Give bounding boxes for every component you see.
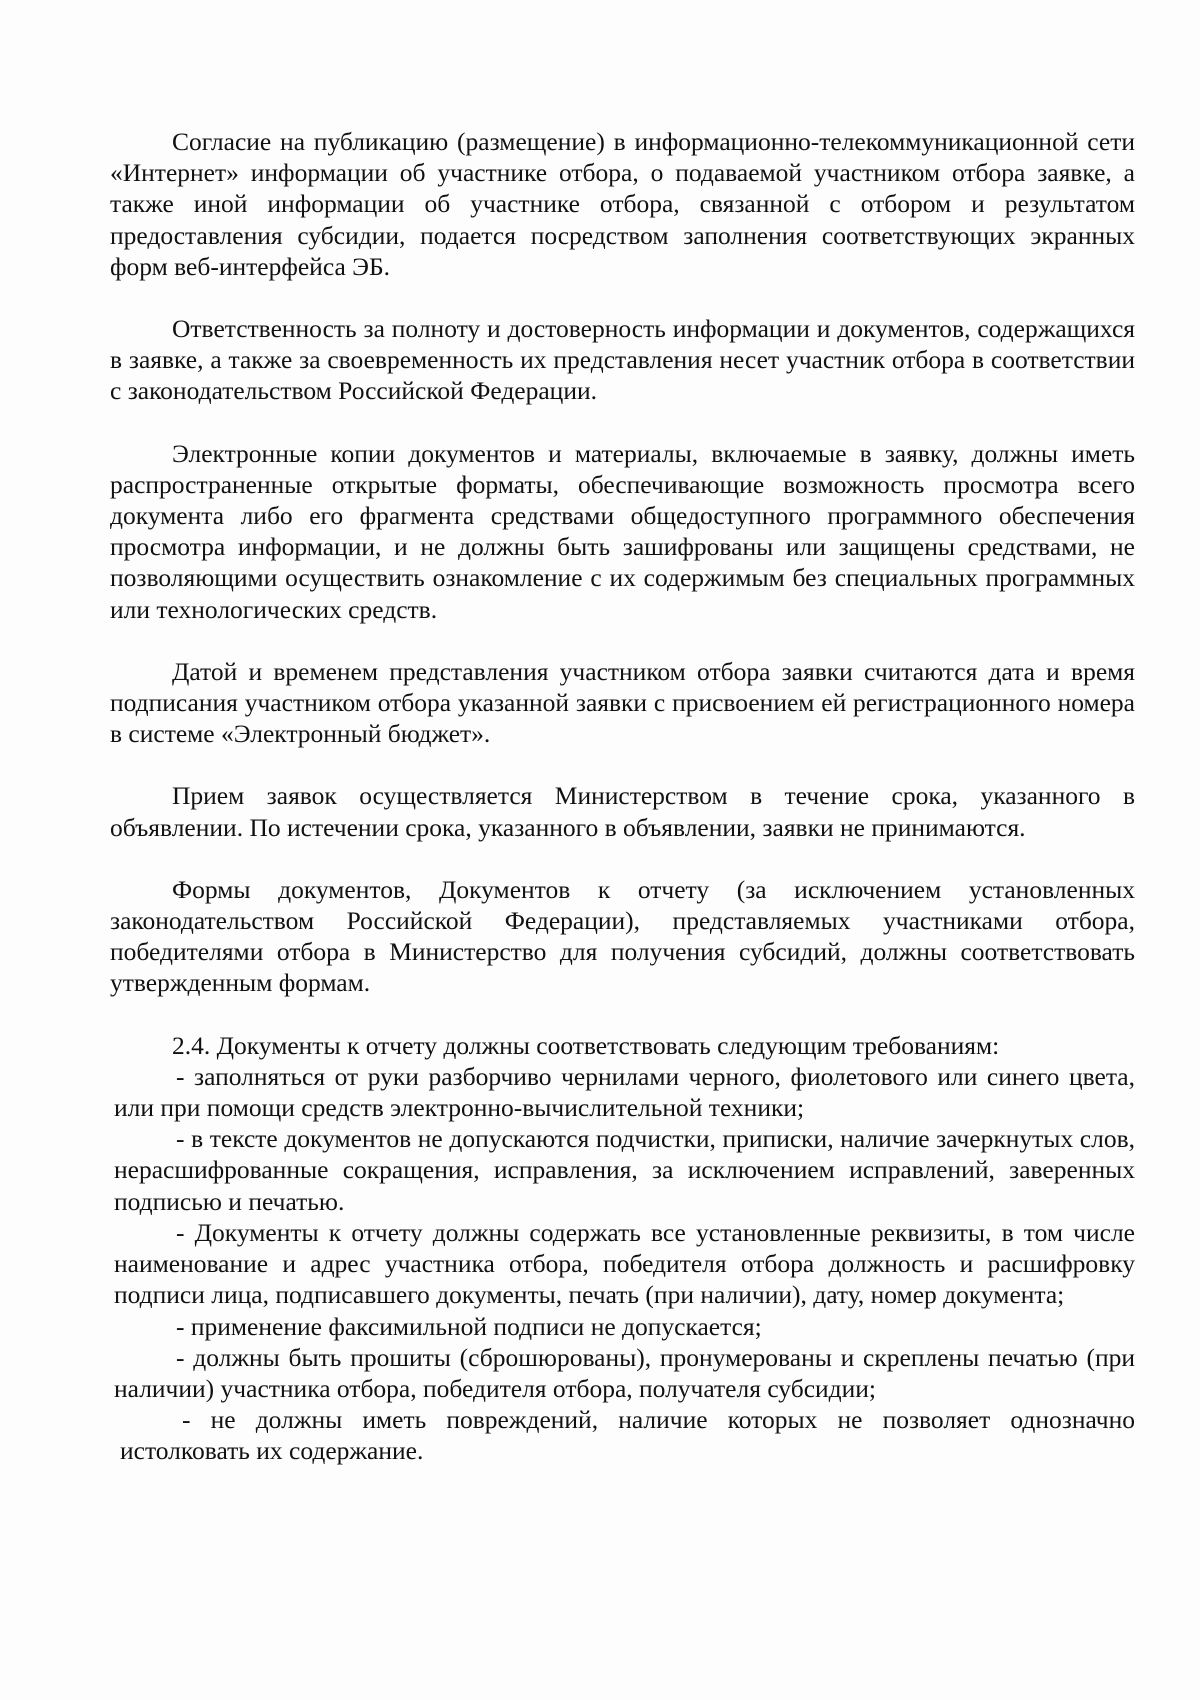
paragraph-gap [110, 625, 1135, 656]
paragraph-document-forms: Формы документов, Документов к отчету (за исключением установленных законодательством Российской Федерации), представляемых участниками отбора, победителями отбора в Министерство для получения субсидий, должны соответствовать утвержденным формам. [110, 874, 1135, 998]
requirement-item: - должны быть прошиты (сброшюрованы), пронумерованы и скреплены печатью (при наличии) участника отбора, победителя отбора, получателя субсидии; [114, 1342, 1135, 1403]
document-body [110, 126, 1135, 1467]
paragraph-consent-publication: Согласие на публикацию (размещение) в информационно-телекоммуникационной сети «Интернет» информации об участнике отбора, о подаваемой участником отбора заявке, а также иной информации об участнике отбора, связанной с отбором и результатом предоставления субсидии, подается посредством заполнения соответствующих экранных форм веб-интерфейса ЭБ. [110, 127, 1135, 281]
paragraph-gap [110, 407, 1135, 438]
requirement-item: - Документы к отчету должны содержать все установленные реквизиты, в том числе наименование и адрес участника отбора, победителя отбора должность и расшифровку подписи лица, подписавшего документы, печать (при наличии), дату, номер документа; [114, 1217, 1135, 1310]
paragraph-acceptance-period: Прием заявок осуществляется Министерством в течение срока, указанного в объявлении. По истечении срока, указанного в объявлении, заявки не принимаются. [110, 781, 1135, 842]
requirement-item: - применение факсимильной подписи не допускается; [176, 1311, 762, 1341]
requirement-item: - не должны иметь повреждений, наличие которых не позволяет однозначно истолковать их содержание. [120, 1405, 1135, 1466]
section-2-4-heading: 2.4. Документы к отчету должны соответствовать следующим требованиям: [172, 1030, 1000, 1060]
paragraph-gap [110, 749, 1135, 780]
paragraph-gap [110, 999, 1135, 1030]
requirement-item: - в тексте документов не допускаются подчистки, приписки, наличие зачеркнутых слов, нерасшифрованные сокращения, исправления, за исключением исправлений, заверенных подписью и печатью. [114, 1124, 1135, 1216]
paragraph-gap [110, 843, 1135, 874]
paragraph-responsibility: Ответственность за полноту и достоверность информации и документов, содержащихся в заявке, а также за своевременность их представления несет участник отбора в соответствии с законодательством Российской Федерации. [110, 314, 1135, 406]
paragraph-electronic-copies: Электронные копии документов и материалы, включаемые в заявку, должны иметь распространенные открытые форматы, обеспечивающие возможность просмотра всего документа либо его фрагмента средствами общедоступного программного обеспечения просмотра информации, и не должны быть зашифрованы или защищены средствами, не позволяющими осуществить ознакомление с их содержимым без специальных программных или технологических средств. [110, 438, 1135, 624]
paragraph-submission-date: Датой и временем представления участником отбора заявки считаются дата и время подписания участником отбора указанной заявки с присвоением ей регистрационного номера в системе «Электронный бюджет». [110, 656, 1135, 749]
paragraph-gap [110, 282, 1135, 313]
requirement-item: - заполняться от руки разборчиво чернилами черного, фиолетового или синего цвета, или при помощи средств электронно-вычислительной техники; [114, 1061, 1135, 1123]
